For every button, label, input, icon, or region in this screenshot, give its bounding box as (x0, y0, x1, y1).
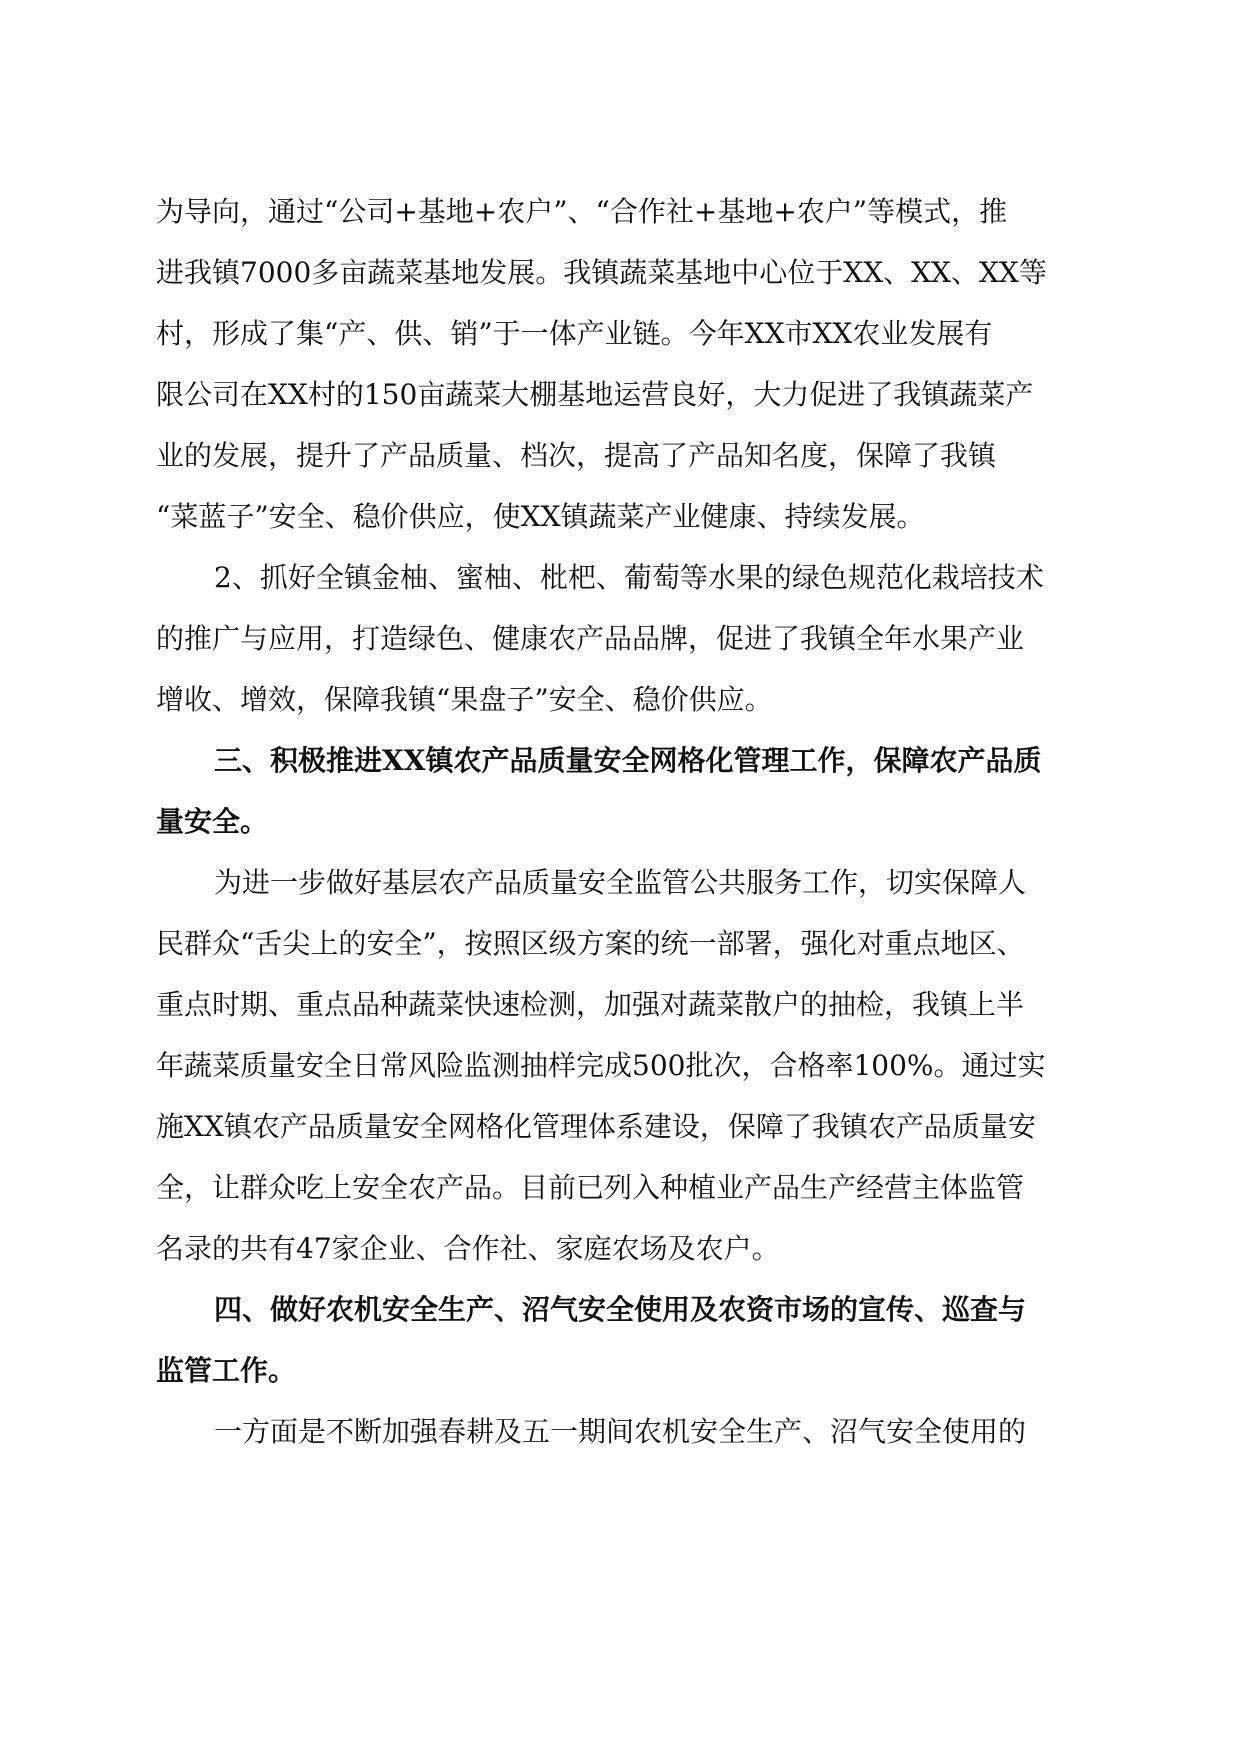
paragraph-start-line: 2、抓好全镇金柚、蜜柚、枇杷、葡萄等水果的绿色规范化栽培技术 (214, 561, 1044, 594)
body-text-line: 进我镇7000多亩蔬菜基地发展。我镇蔬菜基地中心位于XX、XX、XX等 (156, 256, 1047, 289)
body-text-line: 村，形成了集“产、供、销”于一体产业链。今年XX市XX农业发展有 (156, 317, 993, 350)
paragraph-start-line: 一方面是不断加强春耕及五一期间农机安全生产、沼气安全使用的 (214, 1415, 1027, 1448)
body-text-line: 年蔬菜质量安全日常风险监测抽样完成500批次，合格率100%。通过实 (156, 1049, 1046, 1082)
body-text-line: 施XX镇农产品质量安全网格化管理体系建设，保障了我镇农产品质量安 (156, 1110, 1036, 1143)
body-text-line: 名录的共有47家企业、合作社、家庭农场及农户。 (156, 1232, 780, 1265)
paragraph-start-line: 为进一步做好基层农产品质量安全监管公共服务工作，切实保障人 (214, 866, 1027, 899)
document-page (156, 181, 1084, 1462)
body-text-line: 重点时期、重点品种蔬菜快速检测，加强对蔬菜散户的抽检，我镇上半 (156, 988, 1025, 1021)
body-text-line: “菜蓝子”安全、稳价供应，使XX镇蔬菜产业健康、持续发展。 (156, 500, 925, 533)
body-text-line: 限公司在XX村的150亩蔬菜大棚基地运营良好，大力促进了我镇蔬菜产 (156, 378, 1034, 411)
section-heading-4-continued: 监管工作。 (156, 1354, 297, 1387)
section-heading-4: 四、做好农机安全生产、沼气安全使用及农资市场的宣传、巡查与 (214, 1293, 1027, 1326)
body-text-line: 业的发展，提升了产品质量、档次，提高了产品知名度，保障了我镇 (156, 439, 997, 472)
body-text-line: 全，让群众吃上安全农产品。目前已列入种植业产品生产经营主体监管 (156, 1171, 1025, 1204)
body-text-line: 的推广与应用，打造绿色、健康农产品品牌，促进了我镇全年水果产业 (156, 622, 1025, 655)
body-text-line: 民群众“舌尖上的安全”，按照区级方案的统一部署，强化对重点地区、 (156, 927, 1025, 960)
body-text-line: 增收、增效，保障我镇“果盘子”安全、稳价供应。 (156, 683, 773, 716)
body-text-line: 为导向，通过“公司+基地+农户”、“合作社+基地+农户”等模式，推 (156, 195, 1008, 228)
section-heading-3-continued: 量安全。 (156, 805, 269, 838)
section-heading-3: 三、积极推进XX镇农产品质量安全网格化管理工作，保障农产品质 (214, 744, 1042, 777)
